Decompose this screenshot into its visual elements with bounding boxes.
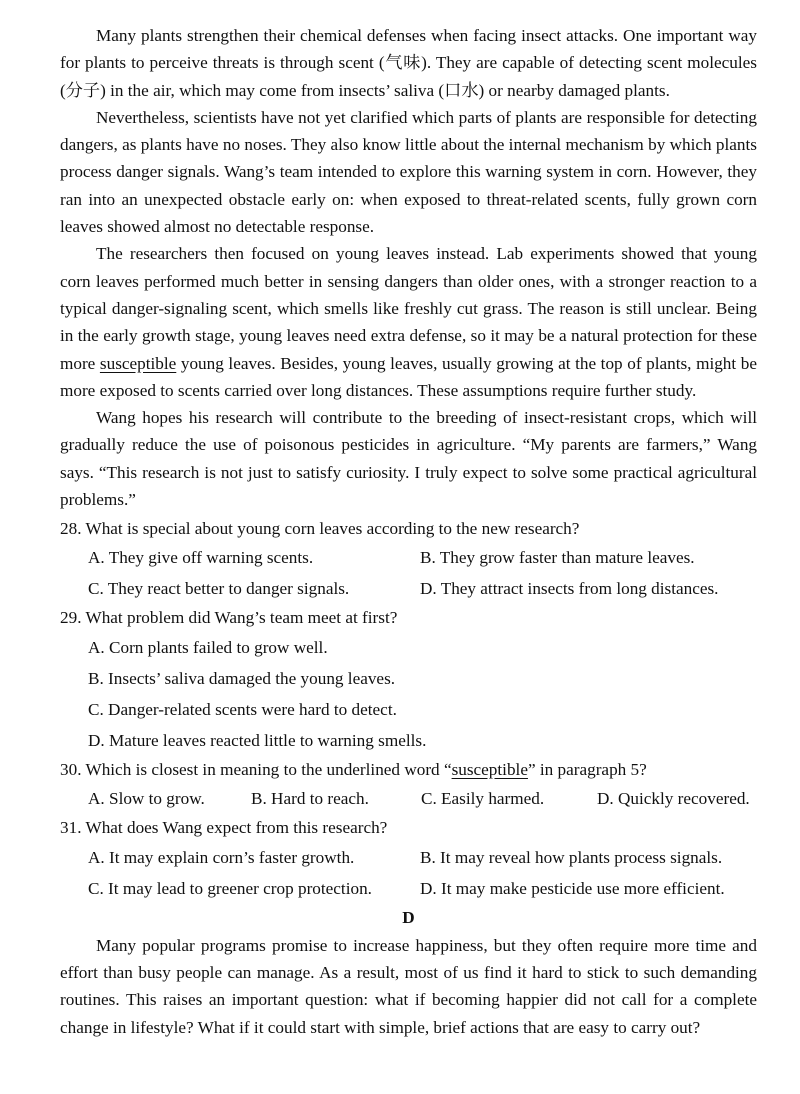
- option-d: D. Mature leaves reacted little to warning smells.: [88, 730, 427, 750]
- passage-paragraph: Many popular programs promise to increase happiness, but they often require more time and effort than busy people can manage. As a result, most of us find it hard to stick to such demanding routines. This raises an important question: what if becoming happier did not call for a complete change in lifestyle? What if it could start with simple, brief actions that are easy to carry out?: [60, 935, 757, 1037]
- option-c: C. It may lead to greener crop protection.: [88, 878, 372, 898]
- options-grid: [60, 842, 757, 904]
- question-stem: 31. What does Wang expect from this research?: [60, 818, 388, 838]
- underlined-word: susceptible: [451, 759, 528, 779]
- passage-text: The researchers then focused on young leaves instead. Lab experiments showed that young corn leaves performed much better in sensing dangers than older ones, with a stronger reaction to a typical danger-signaling scent, which smells like freshly cut grass. The reason is still unclear. Being in the early growth stage, young leaves need extra defense, so it may be a natural protection for these more: [60, 244, 757, 373]
- passage-paragraph: Wang hopes his research will contribute to the breeding of insect-resistant crops, which will gradually reduce the use of poisonous pesticides in agriculture. “My parents are farmers,” Wang says. “This research is not just to satisfy curiosity. I truly expect to solve some practical agricultural problems.”: [60, 408, 757, 510]
- question-stem: [60, 756, 757, 784]
- passage-text: young leaves. Besides, young leaves, usually growing at the top of plants, might be more exposed to scents carried over long distances. These assumptions require further study.: [60, 353, 757, 400]
- passage-paragraph: Nevertheless, scientists have not yet clarified which parts of plants are responsible for detecting dangers, as plants have no noses. They also know little about the internal mechanism by which plants process danger signals. Wang’s team intended to explore this warning system in corn. However, they ran into an unexpected obstacle early on: when exposed to threat-related scents, fully grown corn leaves showed almost no detectable response.: [60, 107, 757, 237]
- question-stem: 28. What is special about young corn leaves according to the new research?: [60, 519, 580, 539]
- question-28: [60, 515, 757, 604]
- underlined-word: susceptible: [99, 353, 177, 373]
- passage-paragraph: [60, 240, 757, 404]
- option-c: C. They react better to danger signals.: [88, 579, 350, 599]
- option-d: D. Quickly recovered.: [597, 789, 750, 809]
- option-d: D. They attract insects from long distances.: [420, 579, 719, 599]
- option-a: A. Slow to grow.: [88, 789, 205, 809]
- option-b: B. It may reveal how plants process signals.: [420, 847, 723, 867]
- question-29: [60, 604, 757, 756]
- option-a: A. They give off warning scents.: [88, 548, 314, 568]
- question-stem: 29. What problem did Wang’s team meet at first?: [60, 608, 398, 628]
- section-heading: D: [402, 907, 415, 927]
- option-b: B. They grow faster than mature leaves.: [420, 548, 695, 568]
- options-row: [60, 783, 757, 814]
- option-a: A. It may explain corn’s faster growth.: [88, 847, 355, 867]
- option-d: D. It may make pesticide use more efficient.: [420, 878, 725, 898]
- option-b: B. Hard to reach.: [251, 789, 369, 809]
- question-31: [60, 814, 757, 904]
- passage-paragraph: Many plants strengthen their chemical defenses when facing insect attacks. One important way for plants to perceive threats is through scent (气味). They are capable of detecting scent molecules (分子) in the air, which may come from insects’ saliva (口水) or nearby damaged plants.: [60, 26, 757, 100]
- option-c: C. Danger-related scents were hard to detect.: [88, 699, 397, 719]
- options-list: [60, 632, 757, 756]
- option-b: B. Insects’ saliva damaged the young leaves.: [88, 668, 396, 688]
- option-c: C. Easily harmed.: [421, 789, 545, 809]
- question-stem-text: ” in paragraph 5?: [527, 759, 647, 779]
- options-grid: [60, 542, 757, 604]
- option-a: A. Corn plants failed to grow well.: [88, 637, 328, 657]
- question-stem-text: 30. Which is closest in meaning to the underlined word “: [60, 759, 452, 779]
- question-30: [60, 756, 757, 815]
